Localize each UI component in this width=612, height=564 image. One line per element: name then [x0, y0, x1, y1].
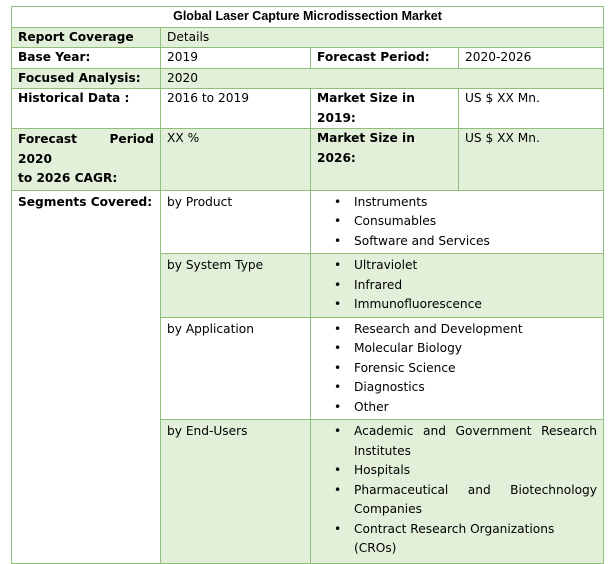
row-base-year	[12, 48, 604, 69]
report-coverage-label: Report Coverage	[12, 27, 161, 48]
list-item: • Contract Research Organizations (CROs)	[334, 521, 555, 555]
row-forecast-cagr	[12, 129, 604, 191]
bullet-icon: •	[334, 399, 342, 414]
bullet-icon: •	[334, 194, 342, 209]
segment-name: by End-Users	[161, 420, 311, 564]
segment-items	[311, 190, 604, 254]
list-item: • Software and Services	[311, 232, 597, 252]
base-year-value: 2019	[161, 48, 311, 69]
list-item: • Pharmaceutical and Biotechnology Companies	[334, 482, 598, 516]
bullet-icon: •	[334, 214, 342, 228]
bullet-icon: •	[334, 424, 342, 438]
list-item: • Consumables	[311, 212, 597, 232]
segment-name: by System Type	[161, 254, 311, 318]
forecast-cagr-value: XX %	[161, 129, 311, 191]
base-year-label: Base Year:	[12, 48, 161, 69]
market-size-2019-label: Market Size in 2019:	[311, 89, 459, 129]
list-item: • Other	[311, 398, 597, 418]
segments-covered-label: Segments Covered:	[12, 190, 161, 563]
historical-data-value: 2016 to 2019	[161, 89, 311, 129]
bullet-icon: •	[334, 297, 342, 311]
forecast-period-label: Forecast Period:	[311, 48, 459, 69]
list-item: • Immunofluorescence	[311, 295, 597, 315]
list-item: • Infrared	[311, 276, 597, 296]
row-report-coverage	[12, 27, 604, 48]
bullet-icon: •	[334, 521, 342, 536]
bullet-icon: •	[334, 380, 342, 394]
focused-analysis-value: 2020	[161, 68, 604, 89]
segment-name: by Application	[161, 317, 311, 420]
row-historical-data	[12, 89, 604, 129]
bullet-icon: •	[334, 277, 342, 292]
report-coverage-value: Details	[161, 27, 604, 48]
segment-items	[311, 317, 604, 420]
focused-analysis-label: Focused Analysis:	[12, 68, 161, 89]
bullet-icon: •	[334, 233, 342, 248]
bullet-icon: •	[334, 341, 342, 355]
bullet-icon: •	[334, 360, 342, 375]
segment-items	[311, 254, 604, 318]
segment-name: by Product	[161, 190, 311, 254]
forecast-period-value: 2020-2026	[459, 48, 604, 69]
list-item: • Academic and Government Research Institutes	[334, 424, 598, 458]
table-title: Global Laser Capture Microdissection Market	[12, 7, 604, 28]
row-focused-analysis	[12, 68, 604, 89]
list-item: • Research and Development	[311, 320, 597, 340]
list-item: • Hospitals	[311, 461, 597, 481]
bullet-icon: •	[334, 482, 342, 497]
list-item: • Forensic Science	[311, 359, 597, 379]
row-segment-product	[12, 190, 604, 254]
market-size-2026-value: US $ XX Mn.	[459, 129, 604, 191]
forecast-cagr-label-line2: to 2026 CAGR:	[18, 171, 118, 185]
list-item: • Diagnostics	[311, 378, 597, 398]
forecast-cagr-label-line1: Forecast Period 2020	[18, 132, 154, 166]
bullet-icon: •	[334, 321, 342, 336]
market-size-2026-label: Market Size in 2026:	[311, 129, 459, 191]
historical-data-label: Historical Data :	[12, 89, 161, 129]
bullet-icon: •	[334, 463, 342, 477]
report-table	[11, 6, 604, 564]
report-document	[11, 6, 603, 564]
segment-items	[311, 420, 604, 564]
list-item: • Instruments	[311, 193, 597, 213]
list-item: • Ultraviolet	[311, 256, 597, 276]
market-size-2019-value: US $ XX Mn.	[459, 89, 604, 129]
bullet-icon: •	[334, 258, 342, 272]
list-item: • Molecular Biology	[311, 339, 597, 359]
forecast-cagr-label	[12, 129, 161, 191]
